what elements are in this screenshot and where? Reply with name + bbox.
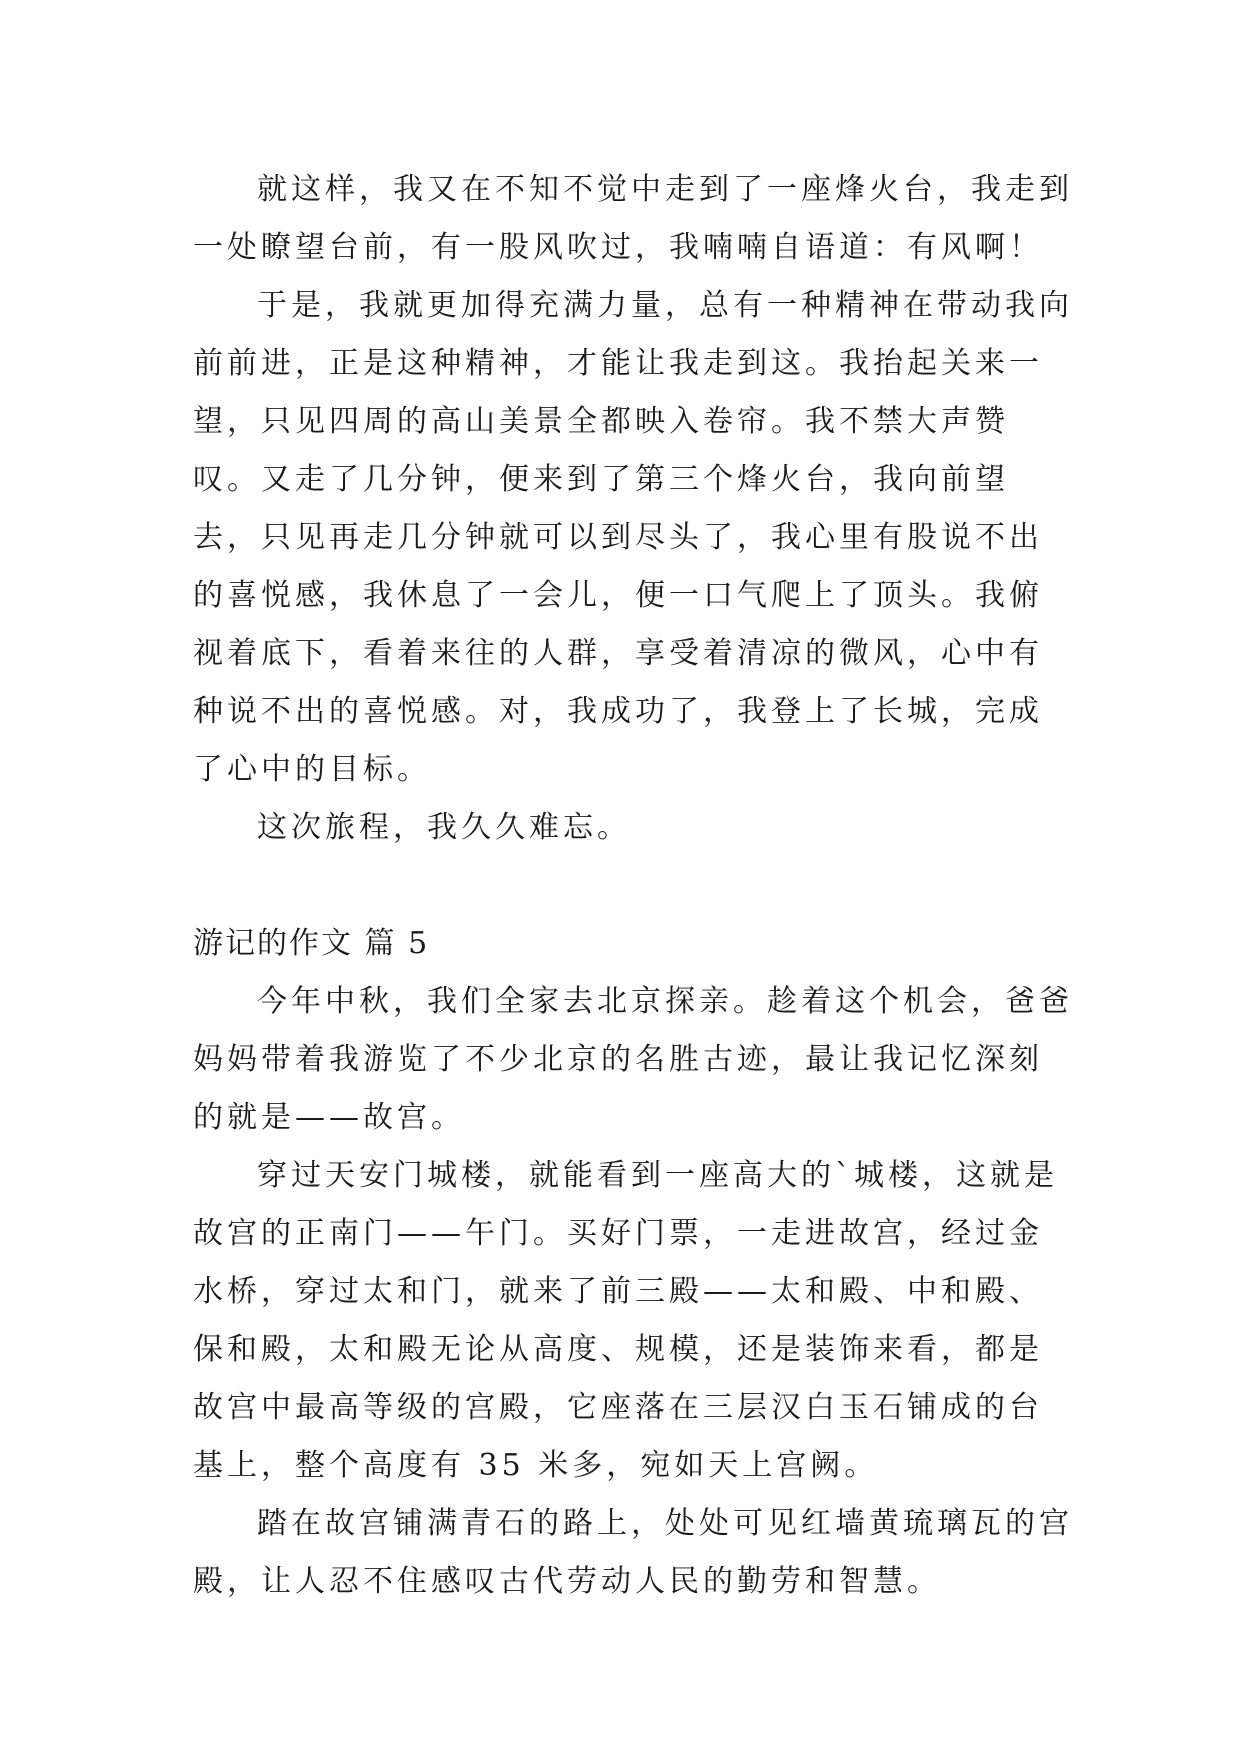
paragraph: 这次旅程，我久久难忘。 — [257, 810, 631, 845]
paragraph: 踏在故宫铺满青石的路上，处处可见红墙黄琉璃瓦的宫殿，让人忍不住感叹古代劳动人民的勤劳和智慧。 — [193, 1506, 1073, 1599]
paragraph: 就这样，我又在不知不觉中走到了一座烽火台，我走到一处瞭望台前，有一股风吹过，我喃喃自语道：有风啊！ — [193, 172, 1073, 265]
paragraph: 今年中秋，我们全家去北京探亲。趁着这个机会，爸爸妈妈带着我游览了不少北京的名胜古迹，最让我记忆深刻的就是——故宫。 — [193, 984, 1073, 1135]
paragraph: 于是，我就更加得充满力量，总有一种精神在带动我向前前进，正是这种精神，才能让我走到这。我抬起关来一望，只见四周的高山美景全都映入卷帘。我不禁大声赞叹。又走了几分钟，便来到了第三个烽火台，我向前望去，只见再走几分钟就可以到尽头了，我心里有股说不出的喜悦感，我休息了一会儿，便一口气爬上了顶头。我俯视着底下，看着来往的人群，享受着清凉的微风，心中有种说不出的喜悦感。对，我成功了，我登上了长城，完成了心中的目标。 — [193, 288, 1073, 787]
document-body — [193, 161, 1073, 1611]
paragraph: 穿过天安门城楼，就能看到一座高大的`城楼，这就是故宫的正南门——午门。买好门票，一走进故宫，经过金水桥，穿过太和门，就来了前三殿——太和殿、中和殿、保和殿，太和殿无论从高度、规模，还是装饰来看，都是故宫中最高等级的宫殿，它座落在三层汉白玉石铺成的台基上，整个高度有 35 米多，宛如天上宫阙。 — [193, 1158, 1058, 1483]
section-heading: 游记的作文 篇 5 — [193, 926, 430, 961]
